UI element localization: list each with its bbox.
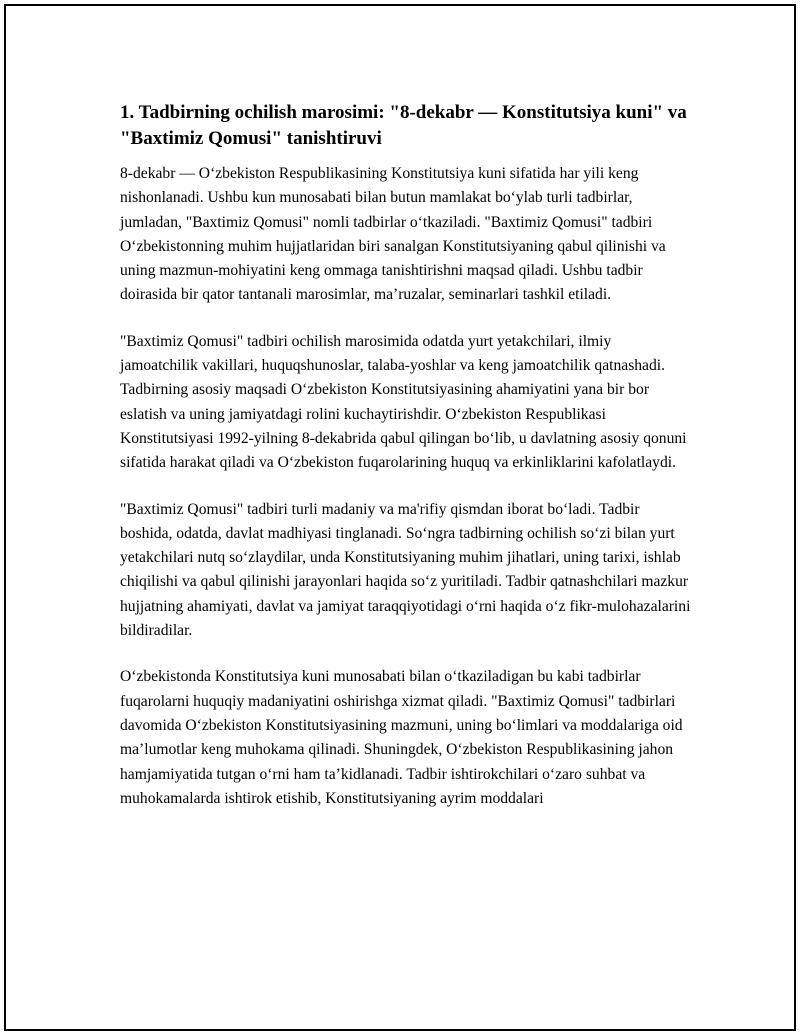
document-body — [120, 100, 692, 833]
paragraph-1: 8-dekabr — Oʻzbekiston Respublikasining Konstitutsiya kuni sifatida har yili keng nishonlanadi. Ushbu kun munosabati bilan butun mamlakat boʻylab turli tadbirlar, jumladan, "Baxtimiz Qomusi" nomli tadbirlar oʻtkaziladi. "Baxtimiz Qomusi" tadbiri Oʻzbekistonning muhim hujjatlaridan biri sanalgan Konstitutsiyaning qabul qilinishi va uning mazmun-mohiyatini keng ommaga tanishtirishni maqsad qiladi. Ushbu tadbir doirasida bir qator tantanali marosimlar, maʼruzalar, seminarlari tashkil etiladi. — [120, 165, 666, 304]
paragraph-2: "Baxtimiz Qomusi" tadbiri ochilish marosimida odatda yurt yetakchilari, ilmiy jamoatchilik vakillari, huquqshunoslar, talaba-yoshlar va keng jamoatchilik qatnashadi. Tadbirning asosiy maqsadi Oʻzbekiston Konstitutsiyasining ahamiyatini yana bir bor eslatish va uning jamiyatdagi rolini kuchaytirishdir. Oʻzbekiston Respublikasi Konstitutsiyasi 1992-yilning 8-dekabrida qabul qilingan boʻlib, u davlatning asosiy qonuni sifatida harakat qiladi va Oʻzbekiston fuqarolarining huquq va erkinliklarini kafolatlaydi. — [120, 332, 687, 472]
paragraph-4: Oʻzbekistonda Konstitutsiya kuni munosabati bilan oʻtkaziladigan bu kabi tadbirlar fuqarolarni huquqiy madaniyatini oshirishga xizmat qiladi. "Baxtimiz Qomusi" tadbirlari davomida Oʻzbekiston Konstitutsiyasining mazmuni, uning boʻlimlari va moddalariga oid maʼlumotlar keng muhokama qilinadi. Shuningdek, Oʻzbekiston Respublikasining jahon hamjamiyatida tutgan oʻrni ham taʼkidlanadi. Tadbir ishtirokchilari oʻzaro suhbat va muhokamalarda ishtirok etishib, Konstitutsiyaning ayrim moddalari — [120, 668, 683, 807]
section-heading: 1. Tadbirning ochilish marosimi: "8-dekabr — Konstitutsiya kuni" va "Baxtimiz Qomusi" tanishtiruvi — [120, 102, 687, 149]
paragraph-3: "Baxtimiz Qomusi" tadbiri turli madaniy va ma'rifiy qismdan iborat boʻladi. Tadbir boshida, odatda, davlat madhiyasi tinglanadi. Soʻngra tadbirning ochilish soʻzi bilan yurt yetakchilari nutq soʻzlaydilar, unda Konstitutsiyaning muhim jihatlari, uning tarixi, ishlab chiqilishi va qabul qilinishi jarayonlari haqida soʻz yuritiladi. Tadbir qatnashchilari mazkur hujjatning ahamiyati, davlat va jamiyat taraqqiyotidagi oʻrni haqida oʻz fikr-mulohazalarini bildiradilar. — [120, 500, 691, 640]
page-frame — [4, 4, 796, 1031]
